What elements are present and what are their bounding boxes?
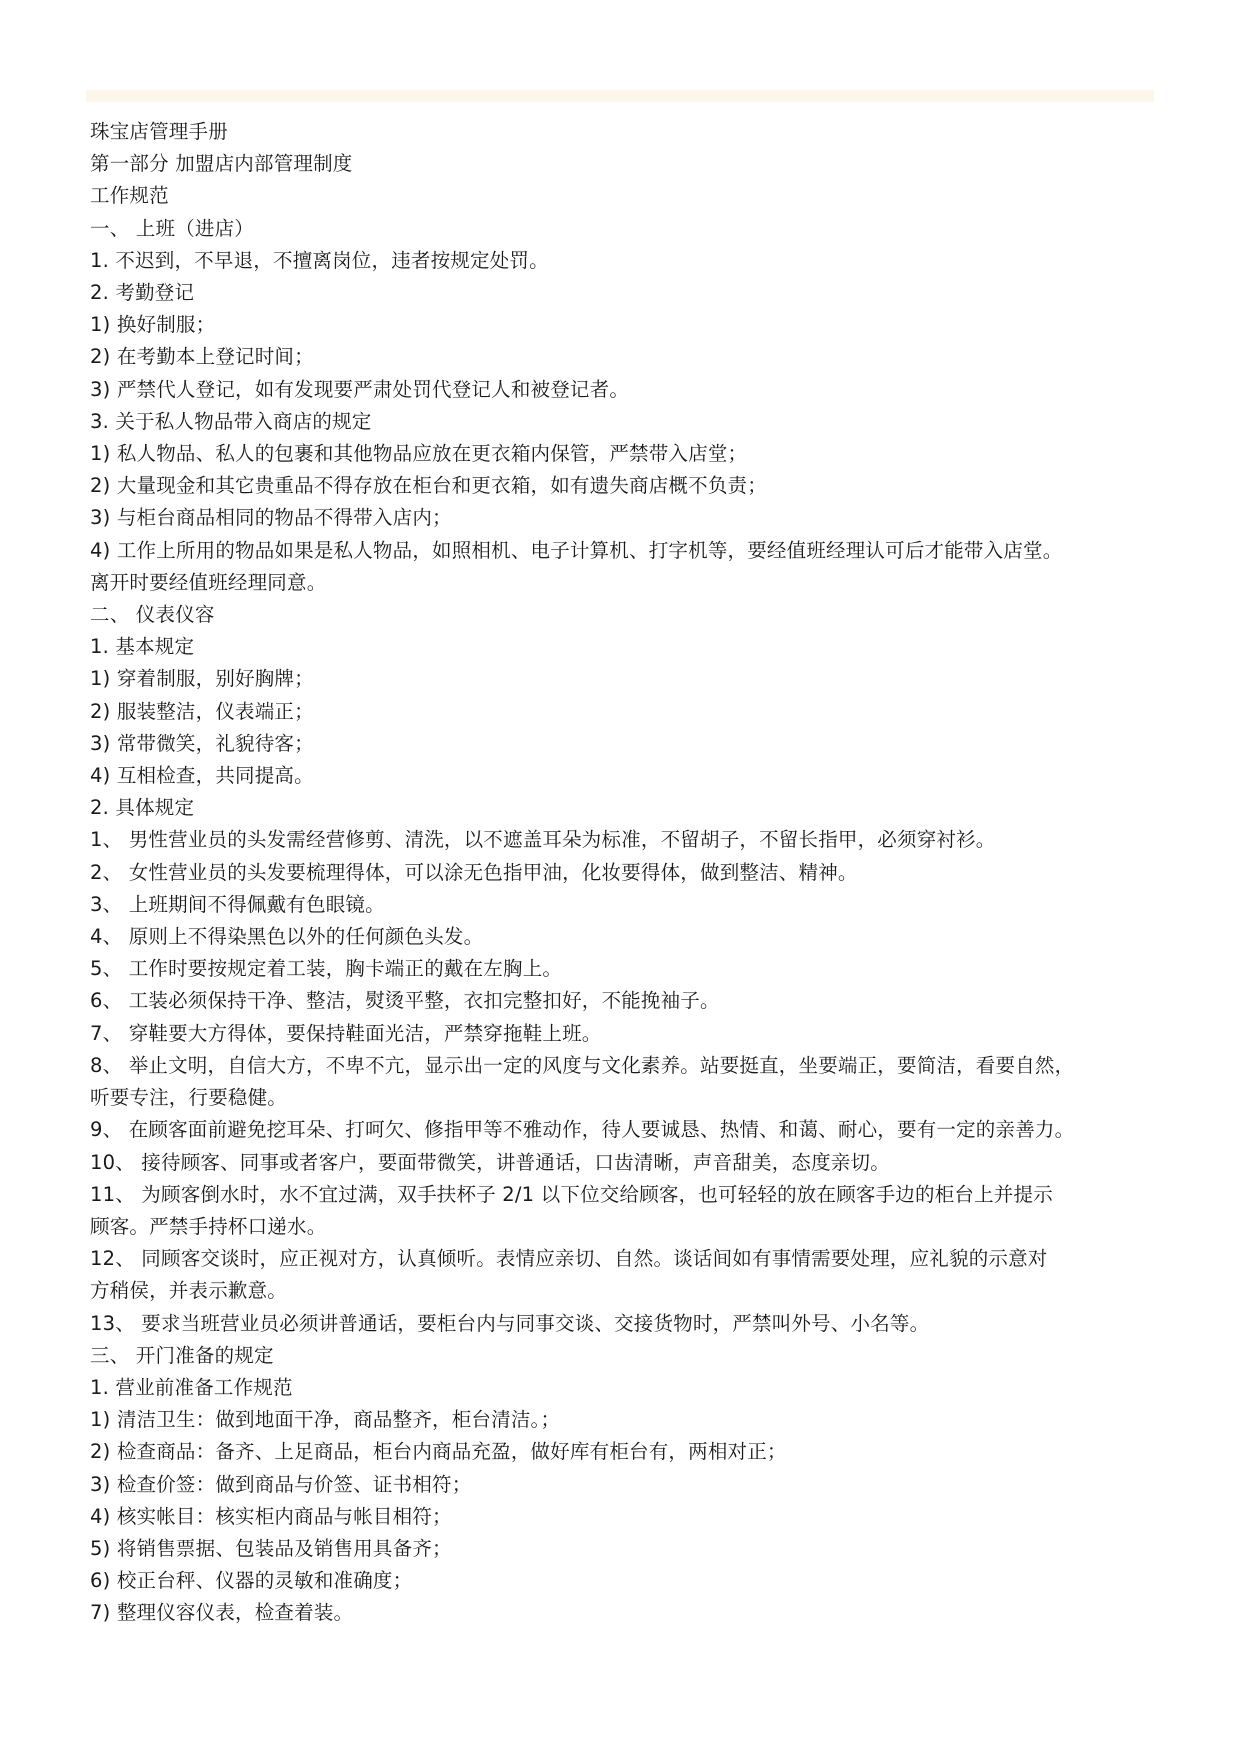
list-item: 3) 与柜台商品相同的物品不得带入店内；	[90, 506, 452, 530]
list-item: 1、 男性营业员的头发需经营修剪、清洗，以不遮盖耳朵为标准，不留胡子，不留长指甲，必须穿衬衫。	[90, 828, 996, 852]
list-item: 6、 工装必须保持干净、整洁，熨烫平整，衣扣完整扣好，不能挽袖子。	[90, 989, 720, 1013]
list-item: 3) 检查价签：做到商品与价签、证书相符；	[90, 1472, 472, 1496]
list-item: 7、 穿鞋要大方得体，要保持鞋面光洁，严禁穿拖鞋上班。	[90, 1021, 602, 1045]
list-item: 4) 核实帐目：核实柜内商品与帐目相符；	[90, 1504, 452, 1528]
subheading: 2. 具体规定	[90, 796, 195, 820]
list-item: 12、 同顾客交谈时，应正视对方，认真倾听。表情应亲切、自然。谈话间如有事情需要处理，应礼貌的示意对	[90, 1247, 1048, 1271]
list-item: 13、 要求当班营业员必须讲普通话，要柜台内与同事交谈、交接货物时，严禁叫外号、小名等。	[90, 1311, 930, 1335]
text-line: 1. 不迟到，不早退，不擅离岗位，违者按规定处罚。	[90, 248, 549, 272]
list-item: 4、 原则上不得染黑色以外的任何颜色头发。	[90, 925, 484, 949]
list-item: 8、 举止文明，自信大方，不卑不亢，显示出一定的风度与文化素养。站要挺直，坐要端正，要简洁，看要自然，	[90, 1053, 1075, 1077]
subheading: 2. 考勤登记	[90, 281, 195, 305]
doc-title: 珠宝店管理手册	[90, 120, 228, 143]
list-item: 2) 在考勤本上登记时间；	[90, 345, 314, 369]
list-item: 1) 换好制服；	[90, 313, 216, 337]
list-item: 1) 清洁卫生：做到地面干净，商品整齐，柜台清洁。；	[90, 1408, 561, 1432]
list-item: 9、 在顾客面前避免挖耳朵、打呵欠、修指甲等不雅动作，待人要诚恳、热情、和蔼、耐心，要有一定的亲善力。	[90, 1118, 1075, 1142]
list-item: 10、 接待顾客、同事或者客户，要面带微笑，讲普通话，口齿清晰，声音甜美，态度亲切。	[90, 1150, 890, 1174]
chapter-heading: 一、 上班（进店）	[90, 216, 254, 240]
list-item: 4) 工作上所用的物品如果是私人物品，如照相机、电子计算机、打字机等，要经值班经理认可后才能带入店堂。	[90, 538, 1063, 562]
list-item: 5、 工作时要按规定着工装，胸卡端正的戴在左胸上。	[90, 957, 563, 981]
chapter-heading: 二、 仪表仪容	[90, 603, 215, 627]
list-item-continuation: 方稍侯，并表示歉意。	[90, 1279, 288, 1303]
list-item: 5) 将销售票据、包装品及销售用具备齐；	[90, 1536, 452, 1560]
subheading: 1. 营业前准备工作规范	[90, 1375, 293, 1399]
list-item: 7) 整理仪容仪表，检查着装。	[90, 1601, 354, 1625]
list-item-continuation: 顾客。严禁手持杯口递水。	[90, 1214, 327, 1238]
list-item: 3、 上班期间不得佩戴有色眼镜。	[90, 892, 385, 916]
list-item: 4) 互相检查，共同提高。	[90, 764, 314, 788]
list-item: 2) 检查商品：备齐、上足商品，柜台内商品充盈，做好库有柜台有，两相对正；	[90, 1440, 787, 1464]
list-item-continuation: 听要专注，行要稳健。	[90, 1086, 288, 1110]
list-item: 2、 女性营业员的头发要梳理得体，可以涂无色指甲油，化妆要得体，做到整洁、精神。	[90, 860, 858, 884]
list-item: 11、 为顾客倒水时，水不宜过满，双手扶杯子 2/1 以下位交给顾客，也可轻轻的放在顾客手边的柜台上并提示	[90, 1182, 1053, 1206]
subheading: 3. 关于私人物品带入商店的规定	[90, 409, 372, 433]
list-item: 1) 穿着制服，别好胸牌；	[90, 667, 314, 691]
list-item-continuation: 离开时要经值班经理同意。	[90, 570, 327, 594]
list-item: 2) 大量现金和其它贵重品不得存放在柜台和更衣箱，如有遗失商店概不负责；	[90, 474, 767, 498]
list-item: 3) 常带微笑，礼貌待客；	[90, 731, 314, 755]
list-item: 1) 私人物品、私人的包裹和其他物品应放在更衣箱内保管，严禁带入店堂；	[90, 442, 748, 466]
section-heading: 工作规范	[90, 184, 169, 208]
list-item: 2) 服装整洁，仪表端正；	[90, 699, 314, 723]
subheading: 1. 基本规定	[90, 635, 195, 659]
list-item: 6) 校正台秤、仪器的灵敏和准确度；	[90, 1569, 413, 1593]
header-band	[86, 90, 1154, 102]
chapter-heading: 三、 开门准备的规定	[90, 1343, 274, 1367]
list-item: 3) 严禁代人登记，如有发现要严肃处罚代登记人和被登记者。	[90, 377, 630, 401]
part-heading: 第一部分 加盟店内部管理制度	[90, 152, 353, 176]
document-body	[90, 116, 1156, 1630]
